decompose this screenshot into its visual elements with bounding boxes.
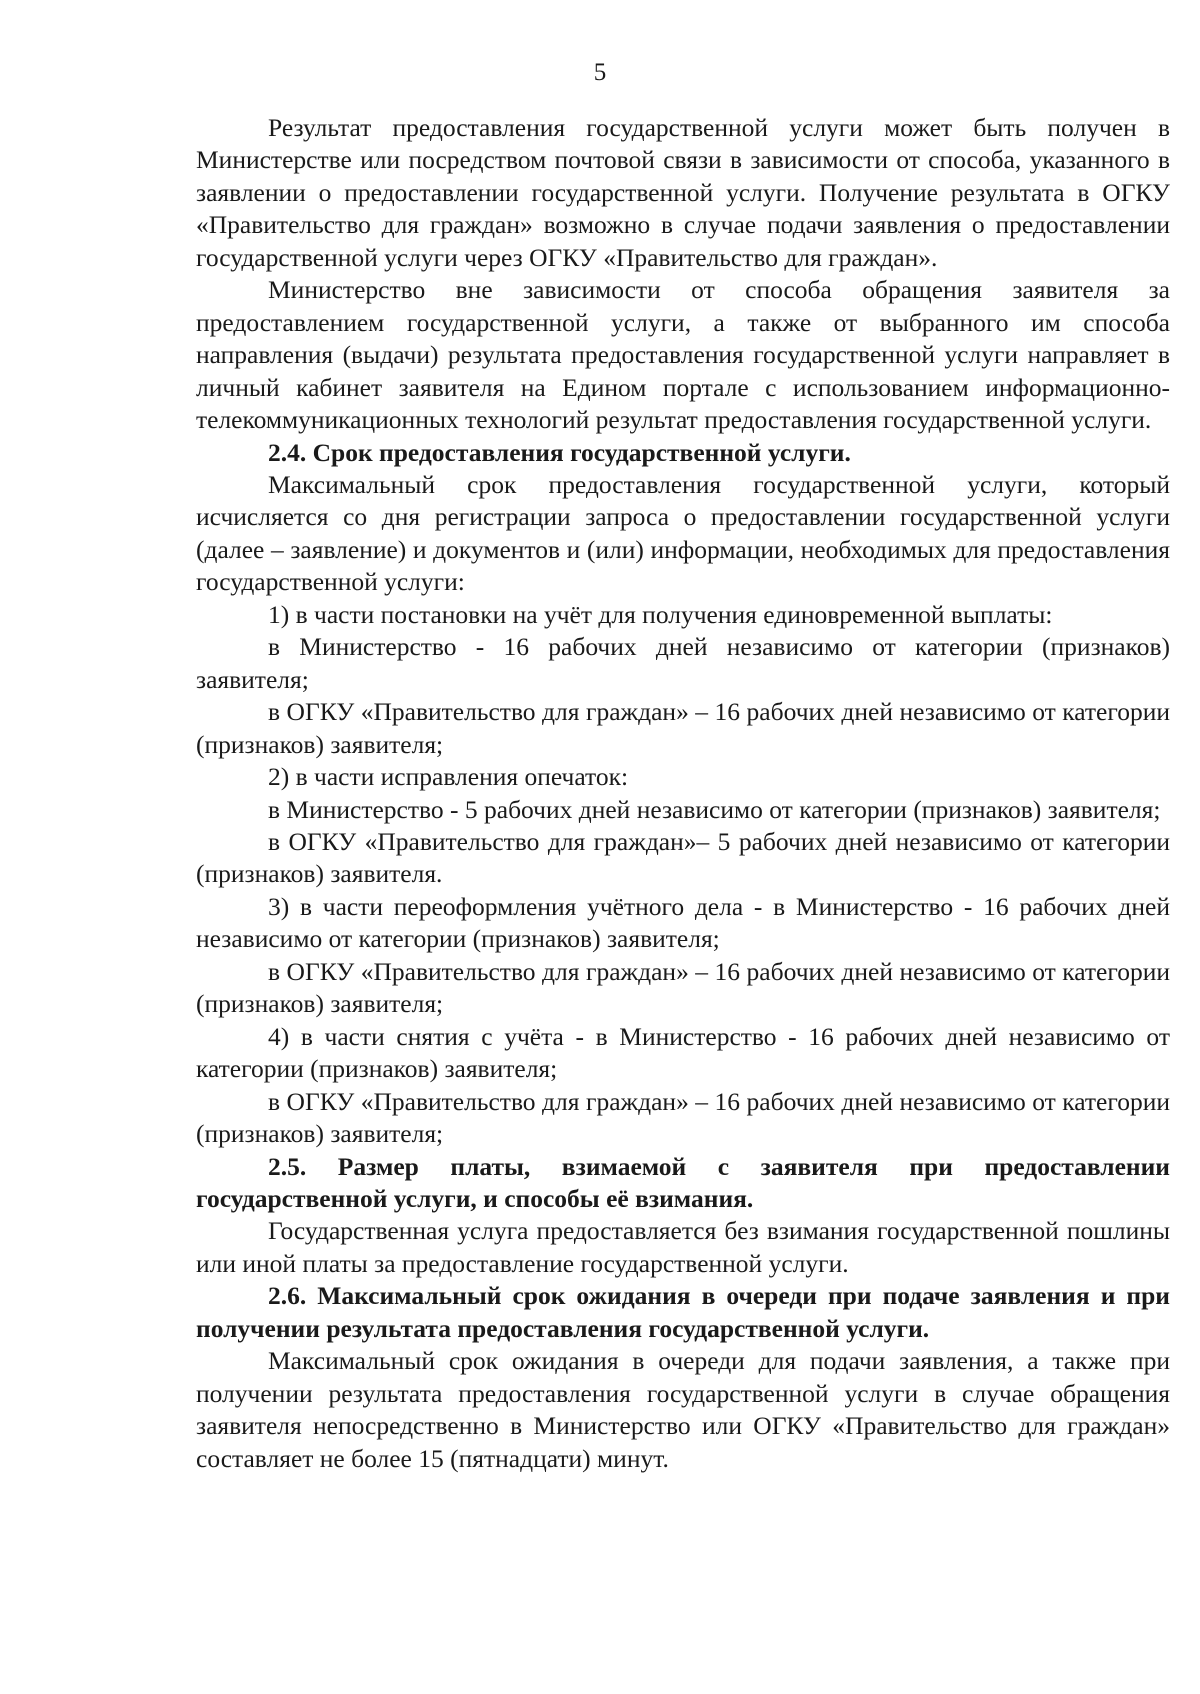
list-item-2-ogku: в ОГКУ «Правительство для граждан»– 5 рабочих дней независимо от категории (признаков) заявителя.: [196, 826, 1170, 889]
paragraph-personal-cabinet: Министерство вне зависимости от способа обращения заявителя за предоставлением государственной услуги, а также от выбранного им способа направления (выдачи) результата предоставления государственной услуги направляет в личный кабинет заявителя на Едином портале с использованием информационно-телекоммуникационных технологий результат предоставления государственной услуги.: [196, 275, 1170, 435]
list-item-1-ministry: в Министерство - 16 рабочих дней независимо от категории (признаков) заявителя;: [196, 632, 1170, 694]
paragraph-max-term: Максимальный срок предоставления государственной услуги, который исчисляется со дня регистрации запроса о предоставлении государственной услуги (далее – заявление) и документов и (или) информации, необходимых для предоставления государственной услуги:: [196, 469, 1170, 597]
list-item-3: 3) в части переоформления учётного дела - в Министерство - 16 рабочих дней независимо от категории (признаков) заявителя;: [196, 891, 1170, 954]
list-item-4-ogku: в ОГКУ «Правительство для граждан» – 16 рабочих дней независимо от категории (признаков) заявителя;: [196, 1086, 1170, 1149]
section-heading-2-4: 2.4. Срок предоставления государственной услуги.: [268, 437, 851, 467]
paragraph-result-delivery: Результат предоставления государственной услуги может быть получен в Министерстве или посредством почтовой связи в зависимости от способа, указанного в заявлении о предоставлении государственной услуги. Получение результата в ОГКУ «Правительство для граждан» возможно в случае подачи заявления о предоставлении государственной услуги через ОГКУ «Правительство для граждан».: [196, 113, 1170, 272]
list-item-1: 1) в части постановки на учёт для получения единовременной выплаты:: [268, 599, 1053, 629]
section-heading-2-5: 2.5. Размер платы, взимаемой с заявителя при предоставлении государственной услуги, и способы её взимания.: [196, 1151, 1170, 1213]
page-number: 5: [593, 59, 607, 86]
section-heading-2-6: 2.6. Максимальный срок ожидания в очереди при подаче заявления и при получении результата предоставления государственной услуги.: [196, 1281, 1170, 1343]
list-item-1-ogku: в ОГКУ «Правительство для граждан» – 16 рабочих дней независимо от категории (признаков) заявителя;: [196, 697, 1170, 759]
document-body: [196, 112, 1170, 1475]
list-item-4: 4) в части снятия с учёта - в Министерство - 16 рабочих дней независимо от категории (признаков) заявителя;: [196, 1021, 1170, 1084]
list-item-2-ministry: в Министерство - 5 рабочих дней независимо от категории (признаков) заявителя;: [268, 794, 1161, 824]
paragraph-queue-time: Максимальный срок ожидания в очереди для подачи заявления, а также при получении результата предоставления государственной услуги в случае обращения заявителя непосредственно в Министерство или ОГКУ «Правительство для граждан» составляет не более 15 (пятнадцати) минут.: [196, 1346, 1170, 1473]
paragraph-no-fee: Государственная услуга предоставляется без взимания государственной пошлины или иной платы за предоставление государственной услуги.: [196, 1216, 1170, 1278]
list-item-3-ogku: в ОГКУ «Правительство для граждан» – 16 рабочих дней независимо от категории (признаков) заявителя;: [196, 956, 1170, 1019]
list-item-2: 2) в части исправления опечаток:: [268, 762, 629, 792]
